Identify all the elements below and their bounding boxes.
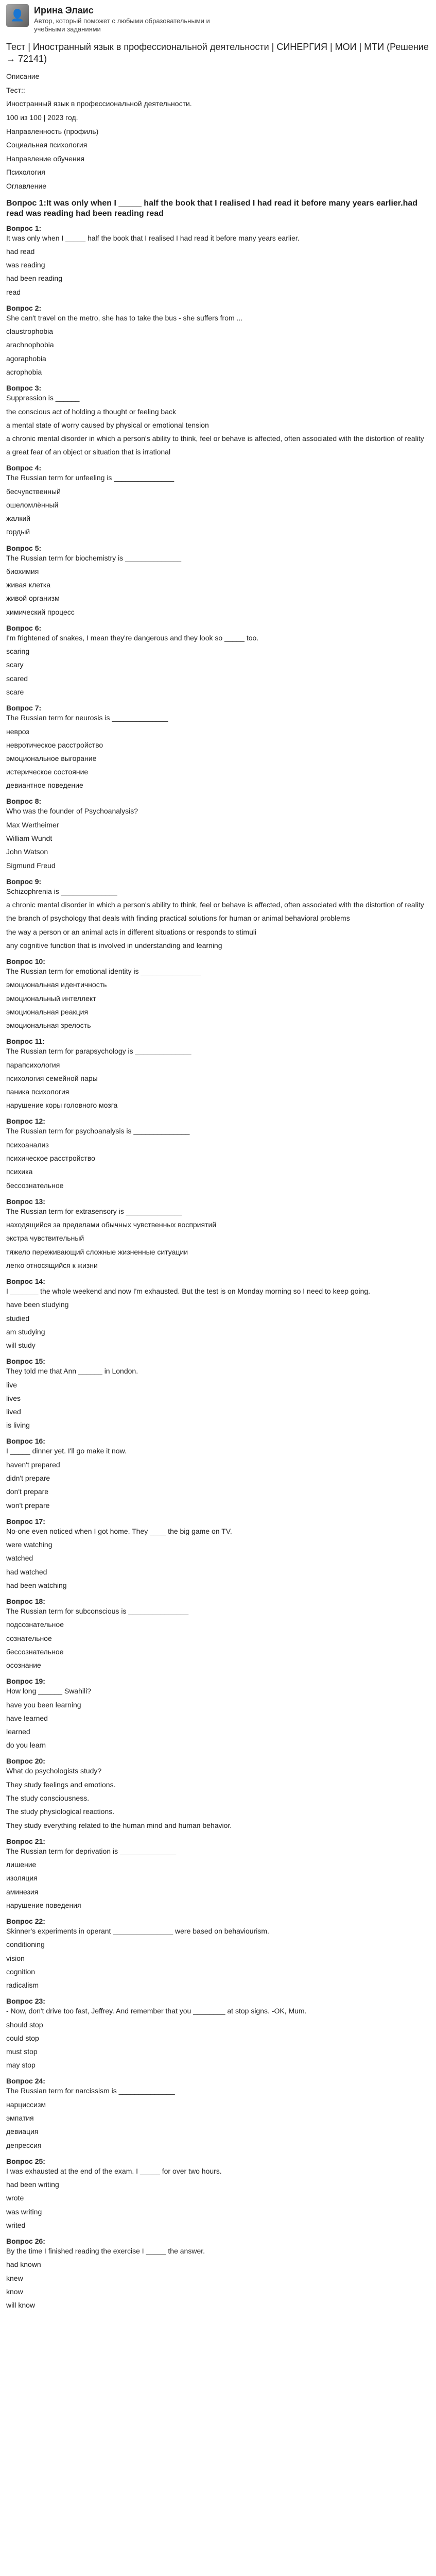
answer-option: had been writing xyxy=(6,2180,59,2189)
question-number: Вопрос 14: xyxy=(6,1277,45,1285)
answer-option: живая клетка xyxy=(6,581,51,589)
question-number: Вопрос 22: xyxy=(6,1917,45,1925)
question-text: No-one even noticed when I got home. They ____ the big game on TV. xyxy=(6,1527,232,1535)
answer-option: химический процесс xyxy=(6,607,75,616)
question-block xyxy=(6,1197,430,1272)
question-number: Вопрос 24: xyxy=(6,2077,45,2086)
answer-option: истерическое состояние xyxy=(6,768,89,776)
question-text: How long ______ Swahili? xyxy=(6,1687,91,1696)
question-text: The Russian term for neurosis is ______________ xyxy=(6,714,168,722)
answer-option: scare xyxy=(6,687,24,696)
question-block xyxy=(6,1277,430,1352)
answer-option: agoraphobia xyxy=(6,354,46,363)
question-list xyxy=(6,198,430,2312)
meta-line: Оглавление xyxy=(6,181,47,190)
answer-option: have learned xyxy=(6,1714,48,1722)
answer-option: have been studying xyxy=(6,1300,69,1309)
meta-line: Направление обучения xyxy=(6,154,85,163)
answer-option: экстра чувствительный xyxy=(6,1234,84,1243)
answer-option: scaring xyxy=(6,647,30,656)
meta-line: Психология xyxy=(6,168,45,177)
answer-option: were watching xyxy=(6,1540,53,1549)
question-text: Suppression is ______ xyxy=(6,394,80,402)
question-number: Вопрос 19: xyxy=(6,1677,45,1686)
author-info xyxy=(34,4,219,33)
answer-option: ошеломлённый xyxy=(6,500,59,509)
question-text: I _______ the whole weekend and now I'm exhausted. But the test is on Monday morning so I need to keep going. xyxy=(6,1286,371,1295)
answer-option: knew xyxy=(6,2274,23,2282)
answer-option: невроз xyxy=(6,727,29,736)
answer-option: must stop xyxy=(6,2047,38,2056)
answer-option: эмоциональный интеллект xyxy=(6,994,96,1003)
question-text: I _____ dinner yet. I'll go make it now. xyxy=(6,1447,127,1455)
question-block xyxy=(6,1917,430,1992)
answer-option: Sigmund Freud xyxy=(6,861,56,870)
answer-option: acrophobia xyxy=(6,367,42,376)
question-number: Вопрос 15: xyxy=(6,1357,45,1366)
answer-option: депрессия xyxy=(6,2141,42,2149)
question-text: The Russian term for extrasensory is ______________ xyxy=(6,1207,182,1215)
meta-list xyxy=(6,70,430,193)
question-number: Вопрос 10: xyxy=(6,957,45,965)
question-block xyxy=(6,544,430,619)
question-block xyxy=(6,1597,430,1672)
answer-option: психология семейной пары xyxy=(6,1074,98,1082)
answer-option: нарциссизм xyxy=(6,2100,46,2109)
answer-option: психическое расстройство xyxy=(6,1154,95,1163)
question-block xyxy=(6,464,430,538)
question-number: Вопрос 16: xyxy=(6,1437,45,1446)
question-text: What do psychologists study? xyxy=(6,1767,102,1775)
answer-option: биохимия xyxy=(6,567,39,576)
meta-line: 100 из 100 | 2023 год. xyxy=(6,113,78,122)
answer-option: studied xyxy=(6,1314,30,1323)
question-number: Вопрос 26: xyxy=(6,2236,45,2245)
answer-option: a chronic mental disorder in which a person's ability to think, feel or behave is affected, often associated with the distortion of reality xyxy=(6,901,424,909)
answer-option: легко относящийся к жизни xyxy=(6,1261,98,1269)
question-number: Вопрос 3: xyxy=(6,384,42,393)
question-text: Skinner's experiments in operant _______________ were based on behaviourism. xyxy=(6,1926,269,1935)
answer-option: нарушение коры головного мозга xyxy=(6,1101,118,1110)
answer-option: подсознательное xyxy=(6,1620,64,1629)
answer-option: эмоциональная идентичность xyxy=(6,980,107,989)
answer-option: эмоциональное выгорание xyxy=(6,754,97,762)
answer-option: The study consciousness. xyxy=(6,1794,90,1803)
question-block xyxy=(6,224,430,299)
answer-option: wrote xyxy=(6,2194,24,2202)
answer-option: cognition xyxy=(6,1967,36,1976)
answer-option: had been reading xyxy=(6,274,62,283)
page-title: Тест | Иностранный язык в профессиональной деятельности | СИНЕРГИЯ | МОИ | МТИ (Решение → 72141) xyxy=(6,42,429,64)
answer-option: had known xyxy=(6,2260,41,2269)
question-number: Вопрос 11: xyxy=(6,1037,45,1046)
question-text: The Russian term for biochemistry is ______________ xyxy=(6,553,182,562)
answer-option: didn't prepare xyxy=(6,1474,50,1483)
answer-option: находящийся за пределами обычных чувственных восприятий xyxy=(6,1221,217,1229)
answer-option: was writing xyxy=(6,2207,42,2216)
answer-option: They study everything related to the human mind and human behavior. xyxy=(6,1821,232,1829)
answer-option: had been watching xyxy=(6,1581,67,1589)
question-block xyxy=(6,1357,430,1432)
question-number: Вопрос 6: xyxy=(6,623,42,632)
question-text: They told me that Ann ______ in London. xyxy=(6,1367,138,1376)
answer-option: парапсихология xyxy=(6,1060,60,1069)
question-number: Вопрос 21: xyxy=(6,1837,45,1845)
question-number: Вопрос 4: xyxy=(6,464,42,472)
question-number: Вопрос 12: xyxy=(6,1117,45,1126)
answer-option: don't prepare xyxy=(6,1487,49,1496)
meta-line: Описание xyxy=(6,72,40,81)
answer-option: the conscious act of holding a thought or feeling back xyxy=(6,407,176,416)
question-text: Вопрос 1:It was only when I _____ half the book that I realised I had read it before many years earlier.had read was reading had been reading read xyxy=(6,198,418,218)
answer-option: live xyxy=(6,1380,18,1389)
answer-option: do you learn xyxy=(6,1741,46,1750)
answer-option: девиантное поведение xyxy=(6,781,83,790)
author-name[interactable]: Ирина Элаис xyxy=(34,5,94,15)
question-block xyxy=(6,1997,430,2072)
answer-option: a chronic mental disorder in which a person's ability to think, feel or behave is affected, often associated with the distortion of reality xyxy=(6,434,424,443)
answer-option: The study physiological reactions. xyxy=(6,1807,115,1816)
answer-option: эмпатия xyxy=(6,2114,34,2123)
meta-line: Направленность (профиль) xyxy=(6,127,99,135)
question-text: - Now, don't drive too fast, Jeffrey. And remember that you ________ at stop signs. -OK, Mum. xyxy=(6,2007,307,2015)
answer-option: have you been learning xyxy=(6,1700,81,1709)
question-number: Вопрос 25: xyxy=(6,2157,45,2165)
answer-option: may stop xyxy=(6,2061,36,2070)
answer-option: невротическое расстройство xyxy=(6,740,103,749)
question-block xyxy=(6,2077,430,2151)
answer-option: any cognitive function that is involved in understanding and learning xyxy=(6,941,222,950)
question-text: The Russian term for emotional identity is _______________ xyxy=(6,967,201,975)
question-block xyxy=(6,877,430,952)
answer-option: They study feelings and emotions. xyxy=(6,1780,116,1789)
question-text: The Russian term for narcissism is ______________ xyxy=(6,2087,175,2095)
answer-option: read xyxy=(6,287,21,296)
question-number: Вопрос 17: xyxy=(6,1517,45,1526)
question-block xyxy=(6,957,430,1032)
question-number: Вопрос 13: xyxy=(6,1197,45,1206)
question-text: The Russian term for subconscious is _______________ xyxy=(6,1606,189,1615)
answer-option: radicalism xyxy=(6,1981,39,1990)
author-header xyxy=(6,4,430,33)
answer-option: conditioning xyxy=(6,1940,45,1949)
answer-option: бессознательное xyxy=(6,1181,64,1190)
answer-option: scary xyxy=(6,660,24,669)
answer-option: the way a person or an animal acts in different situations or responds to stimuli xyxy=(6,927,257,936)
meta-line: Социальная психология xyxy=(6,141,88,149)
question-number: Вопрос 8: xyxy=(6,797,42,806)
answer-option: lives xyxy=(6,1394,21,1402)
question-block xyxy=(6,1037,430,1112)
question-block xyxy=(6,2157,430,2232)
answer-option: writed xyxy=(6,2221,26,2229)
answer-option: am studying xyxy=(6,1327,45,1336)
question-text: The Russian term for unfeeling is _______________ xyxy=(6,473,175,482)
answer-option: a mental state of worry caused by physical or emotional tension xyxy=(6,420,209,429)
user-icon: 👤 xyxy=(10,9,25,22)
answer-option: тяжело переживающий сложные жизненные ситуации xyxy=(6,1247,188,1256)
answer-option: жалкий xyxy=(6,514,31,523)
question-text: I was exhausted at the end of the exam. I _____ for over two hours. xyxy=(6,2166,222,2175)
question-number: Вопрос 9: xyxy=(6,877,42,886)
answer-option: бессознательное xyxy=(6,1647,64,1656)
question-block xyxy=(6,1117,430,1192)
answer-option: the branch of psychology that deals with finding practical solutions for human or animal behavioral problems xyxy=(6,914,350,923)
answer-option: живой организм xyxy=(6,594,60,603)
answer-option: осознание xyxy=(6,1661,41,1670)
question-block xyxy=(6,624,430,699)
answer-option: learned xyxy=(6,1727,30,1736)
answer-option: изоляция xyxy=(6,1874,38,1883)
answer-option: паника психология xyxy=(6,1088,69,1096)
answer-option: эмоциональная зрелость xyxy=(6,1021,91,1030)
answer-option: девиация xyxy=(6,2127,39,2136)
meta-line: Иностранный язык в профессиональной деятельности. xyxy=(6,99,192,108)
question-block xyxy=(6,704,430,792)
answer-option: claustrophobia xyxy=(6,327,54,336)
answer-option: William Wundt xyxy=(6,834,53,843)
answer-option: лишение xyxy=(6,1860,37,1869)
question-number: Вопрос 18: xyxy=(6,1597,45,1605)
answer-option: эмоциональная реакция xyxy=(6,1007,89,1016)
answer-option: бесчувственный xyxy=(6,487,61,496)
question-number: Вопрос 23: xyxy=(6,1997,45,2006)
answer-option: could stop xyxy=(6,2033,39,2042)
question-text: The Russian term for psychoanalysis is ______________ xyxy=(6,1127,190,1136)
answer-option: know xyxy=(6,2287,23,2296)
answer-option: сознательное xyxy=(6,1634,52,1642)
question-block xyxy=(6,1837,430,1912)
avatar[interactable] xyxy=(6,4,29,27)
answer-option: arachnophobia xyxy=(6,341,54,349)
answer-option: will study xyxy=(6,1341,36,1350)
question-block xyxy=(6,1677,430,1752)
answer-option: психика xyxy=(6,1167,33,1176)
question-block xyxy=(6,384,430,459)
answer-option: watched xyxy=(6,1554,33,1563)
question-text: I'm frightened of snakes, I mean they're dangerous and they look so _____ too. xyxy=(6,633,259,642)
meta-line: Тест:: xyxy=(6,86,25,94)
answer-option: won't prepare xyxy=(6,1501,50,1510)
question-block xyxy=(6,1757,430,1832)
answer-option: had read xyxy=(6,247,35,256)
answer-option: scared xyxy=(6,674,28,683)
question-text: The Russian term for parapsychology is ______________ xyxy=(6,1047,191,1056)
answer-option: гордый xyxy=(6,528,30,536)
answer-option: Max Wertheimer xyxy=(6,820,59,829)
answer-option: психоанализ xyxy=(6,1140,49,1149)
question-block xyxy=(6,304,430,379)
question-number: Вопрос 2: xyxy=(6,303,42,312)
question-number: Вопрос 20: xyxy=(6,1757,45,1766)
question-text: Schizophrenia is ______________ xyxy=(6,887,117,895)
author-description: Автор, который поможет с любыми образовательными и учебными заданиями xyxy=(34,17,210,33)
answer-option: аминезия xyxy=(6,1887,39,1896)
answer-option: is living xyxy=(6,1421,30,1430)
question-block xyxy=(6,1437,430,1512)
question-block xyxy=(6,1517,430,1592)
question-block xyxy=(6,2237,430,2312)
answer-option: will know xyxy=(6,2301,36,2310)
answer-option: should stop xyxy=(6,2020,43,2029)
question-block xyxy=(6,198,430,219)
question-number: Вопрос 7: xyxy=(6,704,42,713)
question-text: The Russian term for deprivation is ______________ xyxy=(6,1846,176,1855)
answer-option: vision xyxy=(6,1954,25,1962)
question-text: She can't travel on the metro, she has to take the bus - she suffers from ... xyxy=(6,313,243,322)
answer-option: had watched xyxy=(6,1567,47,1576)
answer-option: a great fear of an object or situation that is irrational xyxy=(6,448,171,456)
question-text: Who was the founder of Psychoanalysis? xyxy=(6,807,138,816)
answer-option: haven't prepared xyxy=(6,1460,60,1469)
answer-option: John Watson xyxy=(6,848,48,856)
answer-option: lived xyxy=(6,1408,21,1416)
question-number: Вопрос 5: xyxy=(6,544,42,552)
answer-option: нарушение поведения xyxy=(6,1901,81,1909)
question-text: It was only when I _____ half the book that I realised I had read it before many years earlier. xyxy=(6,233,300,242)
question-block xyxy=(6,797,430,872)
question-number: Вопрос 1: xyxy=(6,224,42,232)
question-text: By the time I finished reading the exercise I _____ the answer. xyxy=(6,2246,205,2255)
answer-option: was reading xyxy=(6,261,45,269)
